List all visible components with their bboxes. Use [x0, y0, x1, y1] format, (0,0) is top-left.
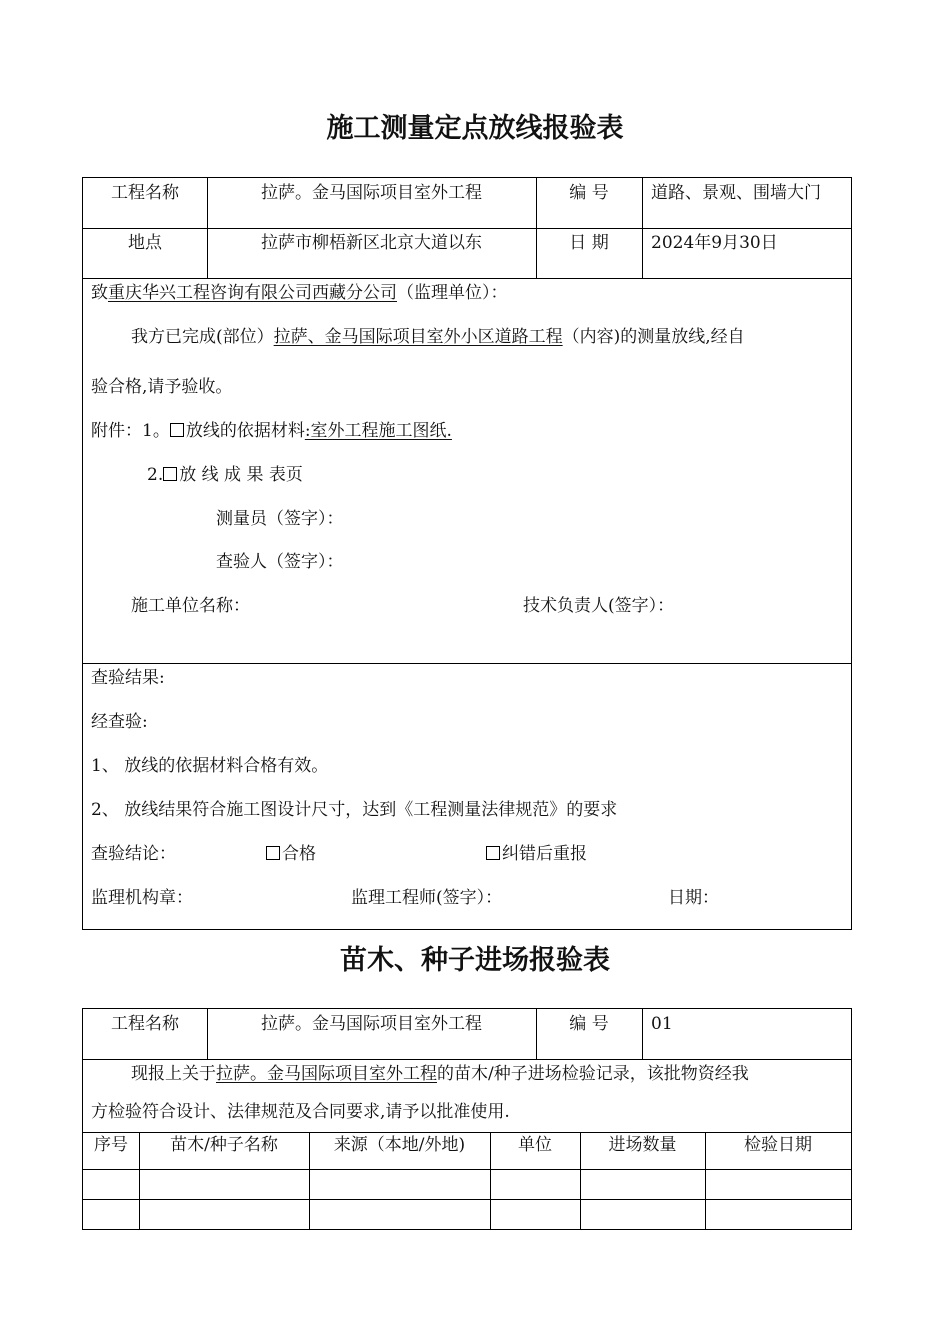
number-label: 编 号 — [569, 1014, 609, 1034]
divider — [83, 1059, 851, 1060]
work-part: 拉萨、金马国际项目室外小区道路工程 — [273, 327, 563, 347]
project-name-value: 拉萨。金马国际项目室外工程 — [261, 183, 482, 203]
result-item-2: 2、 放线结果符合施工图设计尺寸，达到《工程测量法律规范》的要求 — [91, 800, 618, 820]
divider — [83, 278, 851, 279]
date-value: 2024年9月30日 — [651, 233, 778, 253]
form2-title: 苗木、种子进场报验表 — [340, 945, 610, 976]
result-item-1: 1、 放线的依据材料合格有效。 — [91, 756, 329, 776]
contractor-name: 施工单位名称： — [131, 596, 250, 616]
number-label: 编 号 — [569, 183, 609, 203]
checked-label: 经查验: — [91, 712, 148, 732]
location-label: 地点 — [128, 233, 162, 253]
attachment-1: 附件：1。 放线的依据材料:室外工程施工图纸. — [91, 421, 452, 441]
column-header: 序号 — [94, 1135, 128, 1155]
project-name-label: 工程名称 — [111, 183, 179, 203]
column-header: 单位 — [518, 1135, 552, 1155]
column-header: 检验日期 — [744, 1135, 812, 1155]
request-line-1: 我方已完成(部位）拉萨、金马国际项目室外小区道路工程（内容)的测量放线,经自 — [131, 327, 745, 347]
form2-table — [82, 1008, 852, 1230]
column-header: 苗木/种子名称 — [170, 1135, 278, 1155]
conclusion-label: 查验结论： — [91, 844, 176, 864]
checkbox-icon[interactable] — [163, 467, 177, 481]
sign-date: 日期： — [668, 888, 719, 908]
declaration-project: 拉萨。金马国际项目室外工程 — [216, 1064, 437, 1084]
column-header: 进场数量 — [608, 1135, 677, 1155]
attachment-1-value: :室外工程施工图纸. — [304, 421, 452, 441]
form1-title: 施工测量定点放线报验表 — [326, 113, 624, 144]
supervisor-name: 重庆华兴工程咨询有限公司西藏分公司 — [108, 283, 397, 303]
number-value: 道路、景观、围墙大门 — [651, 183, 821, 203]
checkbox-icon[interactable] — [266, 846, 280, 860]
divider — [83, 1199, 851, 1200]
divider — [83, 1169, 851, 1170]
option-pass[interactable]: 合格 — [266, 843, 316, 865]
divider — [83, 228, 851, 229]
addressee-line: 致重庆华兴工程咨询有限公司西藏分公司（监理单位）： — [91, 283, 508, 303]
date-label: 日 期 — [569, 233, 609, 253]
seal-label: 监理机构章： — [91, 888, 193, 908]
request-line-2: 验合格,请予验收。 — [91, 377, 233, 397]
declaration-line-1: 现报上关于拉萨。金马国际项目室外工程的苗木/种子进场检验记录，该批物资经我 — [131, 1064, 749, 1084]
checkbox-icon[interactable] — [170, 423, 184, 437]
inspector-signature: 查验人（签字）： — [216, 552, 344, 572]
location-value: 拉萨市柳梧新区北京大道以东 — [261, 233, 482, 253]
checkbox-icon[interactable] — [486, 846, 500, 860]
project-name-value: 拉萨。金马国际项目室外工程 — [261, 1014, 482, 1034]
attachment-2: 2. 放 线 成 果 表页 — [147, 465, 303, 485]
divider — [83, 663, 851, 664]
divider — [83, 1132, 851, 1133]
tech-lead-signature: 技术负责人(签字）： — [523, 596, 675, 616]
column-header: 来源（本地/外地) — [333, 1135, 466, 1155]
engineer-signature: 监理工程师(签字）： — [351, 888, 503, 908]
result-title: 查验结果: — [91, 668, 165, 688]
option-resubmit[interactable]: 纠错后重报 — [486, 843, 587, 865]
project-name-label: 工程名称 — [111, 1014, 179, 1034]
surveyor-signature: 测量员（签字）： — [216, 509, 344, 529]
declaration-line-2: 方检验符合设计、法律规范及合同要求,请予以批准使用. — [91, 1102, 510, 1122]
form1-table — [82, 177, 852, 930]
divider — [642, 178, 643, 278]
divider — [642, 1009, 643, 1059]
number-value: 01 — [651, 1014, 673, 1034]
